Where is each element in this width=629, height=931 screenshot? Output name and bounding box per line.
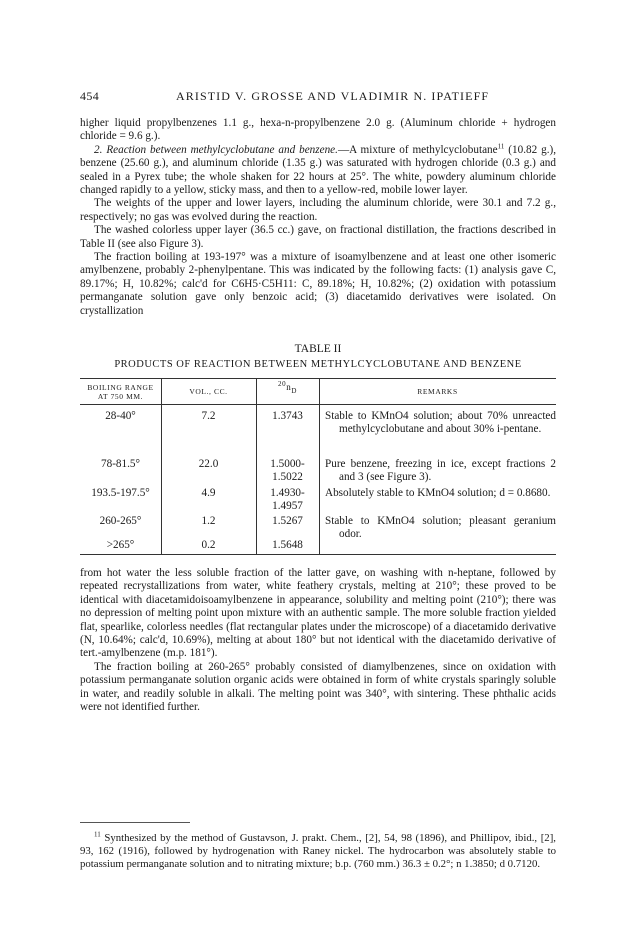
footnote-rule [80,822,190,823]
row-refractive-index: 1.5648 [272,539,303,551]
header-boiling-line2: AT 750 MM. [97,392,144,401]
section-number: 2. [94,143,103,156]
row-volume: 1.2 [201,515,216,527]
table-bottom-rule [80,554,556,555]
header-remarks: REMARKS [417,387,458,396]
header-nd-line: D [291,386,297,395]
footnote-text: Synthesized by the method of Gustavson, J. prakt. Chem., [2], 54, 98 (1896), and Phillipov, ibid., [2], 93, 162 (1916), followed by hydrogenation with Raney nickel. The hydrocarbon was absolutely stable to potassium permanganate solution and to nitrating mixture; b.p. (760 mm.) 36.3 ± 0.2°; n 1.3850; d 0.7120. [80,832,556,870]
row-refractive-index: 1.4930-1.4957 [270,487,305,513]
table-top-rule [80,378,556,379]
section-heading: Reaction between methylcyclobutane and benzene. [106,143,338,156]
paragraph-continuation: higher liquid propylbenzenes 1.1 g., hexa-n-propylbenzene 2.0 g. (Aluminum chloride + hydrogen chloride = 9.6 g.). [80,117,556,143]
table-ii [80,378,556,555]
row-range: >265° [106,539,135,551]
section-body: —A mixture of methylcyclobutane [337,143,498,156]
page-number: 454 [80,89,100,103]
header-nd-temp: 20 [278,380,287,388]
row-volume: 22.0 [198,458,219,470]
row-refractive-index: 1.5000-1.5022 [270,458,305,484]
header-volume: VOL., CC. [189,387,228,396]
row-volume: 7.2 [201,410,216,422]
row-remarks: Stable to KMnO4 solution; pleasant geranium odor. [325,515,556,541]
paragraph-section-2 [80,144,556,198]
row-refractive-index: 1.3743 [272,410,303,422]
table-caption: TABLE II [294,343,342,355]
row-volume: 4.9 [201,487,216,499]
row-remarks: Absolutely stable to KMnO4 solution; d = 0.8680. [325,487,551,499]
row-range: 260-265° [99,515,142,527]
row-range: 28-40° [105,410,136,422]
row-range: 193.5-197.5° [91,487,150,499]
header-boiling-range [80,383,161,401]
header-refractive-index [256,380,319,395]
section-body-2: (10.82 g.), benzene (25.60 g.), and aluminum chloride (1.35 g.) was saturated with hydrogen chloride (0.3 g.) and sealed in a Pyrex tube; the whole shaken for 22 hours at 25°. The white, powdery aluminum chloride changed rapidly to a yellow, sticky mass, and then to a yellow-red, mobile lower layer. [80,143,557,197]
footnote-mark: 11 [94,830,101,839]
running-header [80,89,556,105]
running-title: ARISTID V. GROSSE AND VLADIMIR N. IPATIEFF [176,89,490,103]
paragraph-260: The fraction boiling at 260-265° probably consisted of diamylbenzenes, since on oxidation with potassium permanganate solution organic acids were obtained in form of white crystals sparingly soluble in water, and readily soluble in alkali. The melting point was 340°, with sintering. These phthalic acids were not identified further. [80,660,556,714]
row-refractive-index: 1.5267 [272,515,303,527]
header-boiling-line1: BOILING RANGE [87,383,154,392]
body-text-lower [80,567,556,714]
header-nd: n [286,382,292,392]
row-volume: 0.2 [201,539,216,551]
table-subtitle: PRODUCTS OF REACTION BETWEEN METHYLCYCLOBUTANE AND BENZENE [114,359,522,370]
footnote-ref: 11 [497,142,505,151]
paragraph-fraction: The fraction boiling at 193-197° was a mixture of isoamylbenzene and at least one other isomeric amylbenzene, probably 2-phenylpentane. This was indicated by the following facts: (1) analysis gave C, 89.17%; H, 10.82%; calc'd for C6H5·C5H11: C, 89.18%; H, 10.82%; (2) oxidation with potassium permanganate solution gave only benzoic acid; (3) diacetamido derivatives were isolated. On crystallization [80,251,556,317]
body-text-upper [80,117,556,318]
footnote [80,832,556,871]
row-range: 78-81.5° [101,458,140,470]
row-remarks: Stable to KMnO4 solution; about 70% unreacted methylcyclobutane and about 30% i-pentane. [325,410,556,436]
row-remarks: Pure benzene, freezing in ice, except fractions 2 and 3 (see Figure 3). [325,458,556,484]
paragraph-after-table: from hot water the less soluble fraction of the latter gave, on washing with n-heptane, followed by repeated recrystallizations from water, white feathery crystals, melting at 210°; these proved to be identical with diacetamidoisoamylbenzene in appearance, solubility and melting point (210°); there was no depression of melting point upon mixture with an authentic sample. The more soluble fraction yielded flat, spearlike, colorless needles (flat rectangular plates under the microscope) of a diacetamido derivative (N, 10.64%; calc'd, 10.69%), melting at about 180° but not identical with the diacetamido derivative of tert.-amylbenzene (m.p. 181°). [80,567,556,660]
paragraph-weights: The weights of the upper and lower layers, including the aluminum chloride, were 30.1 and 7.2 g., respectively; no gas was evolved during the reaction. [80,197,556,223]
table-head-rule [80,404,556,405]
paragraph-washed: The washed colorless upper layer (36.5 cc.) gave, on fractional distillation, the fractions described in Table II (see also Figure 3). [80,224,556,250]
column-divider [319,378,320,555]
footnote-indent [80,832,94,844]
